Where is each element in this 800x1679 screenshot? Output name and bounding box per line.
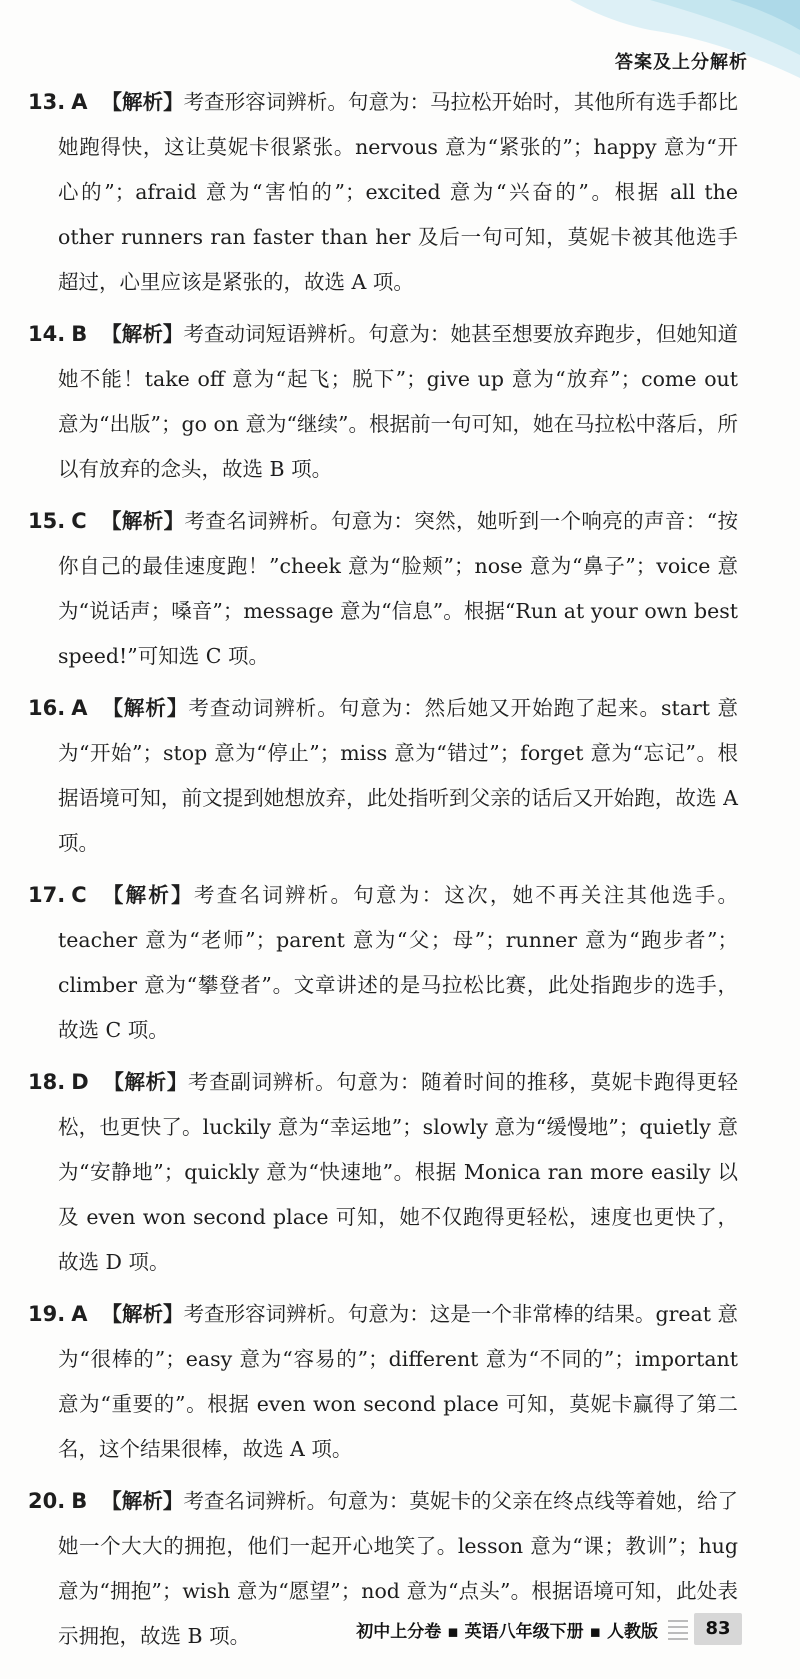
question-number: 20. (28, 1489, 66, 1513)
page-number: 83 (694, 1613, 742, 1645)
analysis-text: 考查名词辨析。句意为：突然，她听到一个响亮的声音：“按你自己的最佳速度跑！”cheek 意为“脸颊”；nose 意为“鼻子”；voice 意为“说话声；嗓音”；message 意为“信息”。根据“Run at your own best speed!”可知选 C 项。 (58, 509, 738, 668)
question-number: 18. (28, 1070, 66, 1094)
analysis-text: 考查名词辨析。句意为：莫妮卡的父亲在终点线等着她，给了她一个大大的拥抱，他们一起开心地笑了。lesson 意为“课；教训”；hug 意为“拥抱”；wish 意为“愿望”；nod 意为“点头”。根据语境可知，此处表示拥抱，故选 B 项。 (58, 1489, 739, 1648)
stripe-decoration-icon (664, 1615, 692, 1645)
answer-letter: A (71, 1302, 88, 1326)
answer-letter: C (71, 509, 87, 533)
question-number: 16. (28, 696, 66, 720)
answer-item-16 (28, 686, 738, 866)
corner-decoration (500, 0, 800, 90)
question-number: 17. (28, 883, 66, 907)
answer-letter: B (71, 1489, 88, 1513)
answer-letter: B (71, 322, 88, 346)
analysis-text: 考查形容词辨析。句意为：马拉松开始时，其他所有选手都比她跑得快，这让莫妮卡很紧张。nervous 意为“紧张的”；happy 意为“开心的”；afraid 意为“害怕的”；excited 意为“兴奋的”。根据 all the other runners ran faster than her 及后一句可知，莫妮卡被其他选手超过，心里应该是紧张的，故选 A 项。 (58, 90, 739, 294)
analysis-text: 考查副词辨析。句意为：随着时间的推移，莫妮卡跑得更轻松，也更快了。luckily 意为“幸运地”；slowly 意为“缓慢地”；quietly 意为“安静地”；quickly 意为“快速地”。根据 Monica ran more easily 以及 even won second place 可知，她不仅跑得更轻松，速度也更快了，故选 D 项。 (58, 1070, 739, 1274)
analysis-text: 考查动词辨析。句意为：然后她又开始跑了起来。start 意为“开始”；stop 意为“停止”；miss 意为“错过”；forget 意为“忘记”。根据语境可知，前文提到她想放弃，此处指听到父亲的话后又开始跑，故选 A 项。 (58, 696, 738, 855)
question-number: 14. (28, 322, 66, 346)
analysis-text: 考查动词短语辨析。句意为：她甚至想要放弃跑步，但她知道她不能！take off 意为“起飞；脱下”；give up 意为“放弃”；come out 意为“出版”；go on 意为“继续”。根据前一句可知，她在马拉松中落后，所以有放弃的念头，故选 B 项。 (58, 322, 739, 481)
answer-letter: D (71, 1070, 89, 1094)
analysis-tag: 【解析】 (101, 90, 184, 114)
answer-letter: C (71, 883, 87, 907)
answer-item-14 (28, 312, 739, 492)
analysis-text: 考查形容词辨析。句意为：这是一个非常棒的结果。great 意为“很棒的”；easy 意为“容易的”；different 意为“不同的”；important 意为“重要的”。根据 even won second place 可知，莫妮卡赢得了第二名，这个结果很棒，故选 A 项。 (58, 1302, 739, 1461)
question-number: 19. (28, 1302, 66, 1326)
page-footer (0, 1613, 800, 1649)
analysis-tag: 【解析】 (101, 322, 184, 346)
answer-item-15 (28, 499, 738, 679)
answer-item-13 (28, 80, 739, 305)
analysis-tag: 【解析】 (101, 696, 189, 720)
answer-item-19 (28, 1292, 739, 1472)
analysis-tag: 【解析】 (101, 1302, 184, 1326)
answer-item-17 (28, 873, 739, 1053)
answer-item-18 (28, 1060, 739, 1285)
analysis-tag: 【解析】 (100, 509, 185, 533)
analysis-text: 考查名词辨析。句意为：这次，她不再关注其他选手。teacher 意为“老师”；parent 意为“父；母”；runner 意为“跑步者”；climber 意为“攀登者”。文章讲述的是马拉松比赛，此处指跑步的选手，故选 C 项。 (58, 883, 739, 1042)
answer-list (28, 80, 739, 1666)
book-title: 初中上分卷 ▪ 英语八年级下册 ▪ 人教版 (356, 1622, 658, 1642)
question-number: 13. (28, 90, 66, 114)
analysis-tag: 【解析】 (102, 1070, 189, 1094)
answer-letter: A (71, 696, 88, 720)
analysis-tag: 【解析】 (100, 883, 194, 907)
analysis-tag: 【解析】 (101, 1489, 184, 1513)
answer-letter: A (71, 90, 88, 114)
question-number: 15. (28, 509, 66, 533)
section-header: 答案及上分解析 (615, 52, 748, 73)
